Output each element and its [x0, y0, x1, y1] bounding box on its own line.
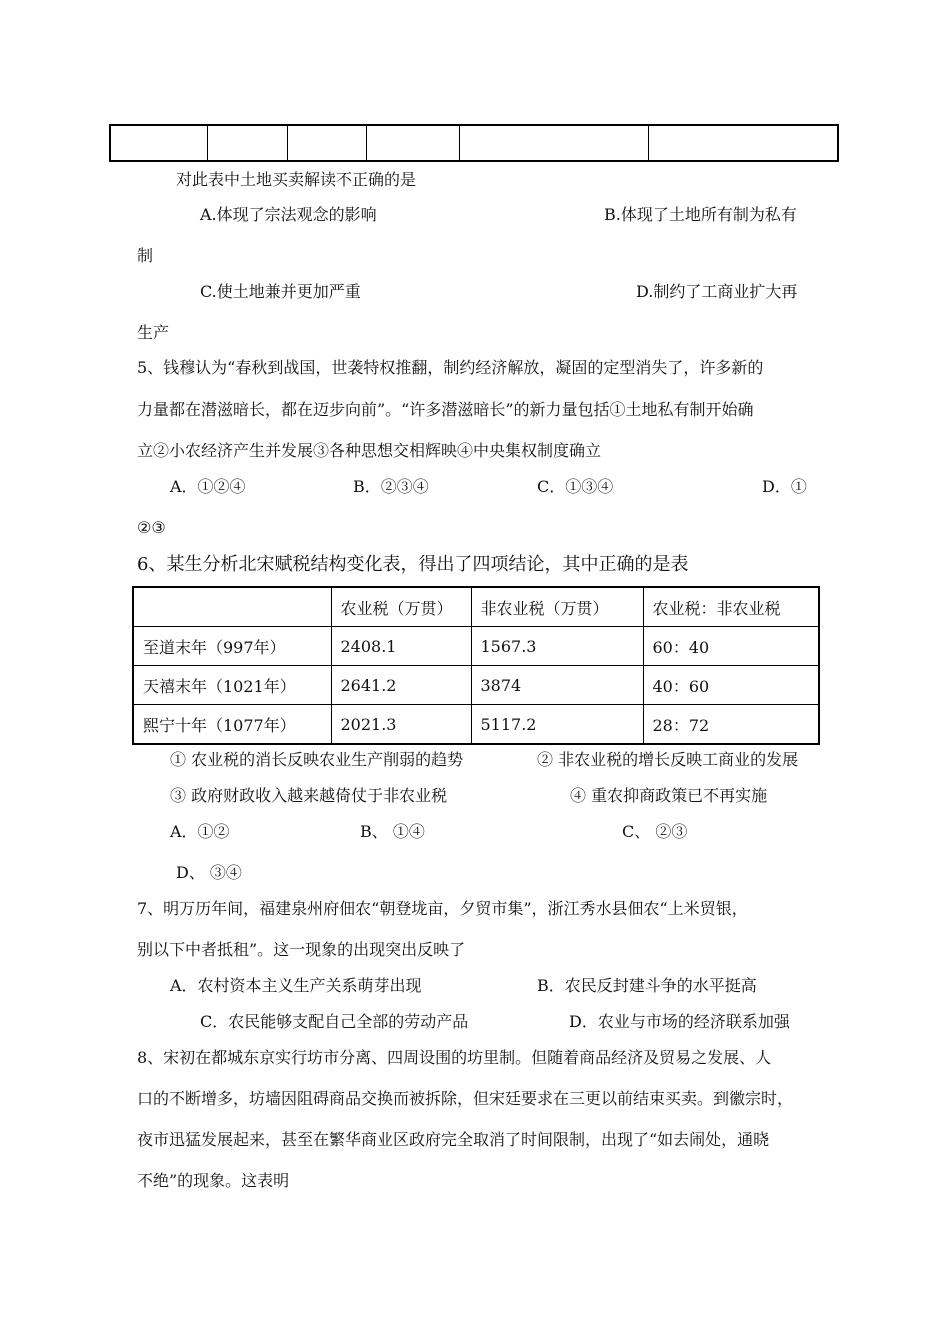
q4-option-d-cont: 生产 [137, 323, 170, 342]
table-cell: 2408.1 [331, 627, 471, 666]
q5-option-c: C．①③④ [537, 477, 614, 496]
table-cell: 天禧末年（1021年） [133, 666, 331, 705]
table-cell: 熙宁十年（1077年） [133, 705, 331, 745]
q6-conclusion-2: ② 非农业税的增长反映工商业的发展 [537, 750, 799, 769]
q7-option-b: B．农民反封建斗争的水平挺高 [537, 976, 757, 995]
q6-conclusion-4: ④ 重农抑商政策已不再实施 [570, 786, 768, 805]
q5-option-b: B．②③④ [353, 477, 429, 496]
q7-stem-line2: 别以下中者抵租”。这一现象的出现突出反映了 [137, 940, 466, 959]
table-divider [459, 126, 460, 160]
q7-option-d: D．农业与市场的经济联系加强 [569, 1012, 790, 1031]
q7-option-c: C．农民能够支配自己全部的劳动产品 [200, 1012, 469, 1031]
q4-option-d: D.制约了工商业扩大再 [636, 282, 798, 301]
q6-option-d: D、 ③④ [176, 863, 242, 882]
q8-stem-line1: 8、宋初在都城东京实行坊市分离、四周设围的坊里制。但随着商品经济及贸易之发展、人 [137, 1048, 772, 1067]
q6-option-a: A．①② [170, 822, 230, 841]
q8-stem-line3: 夜市迅猛发展起来，甚至在繁华商业区政府完全取消了时间限制，出现了“如去闹处，通晓 [137, 1130, 770, 1149]
q5-option-d: D．① [762, 477, 807, 496]
q5-stem-line3: 立②小农经济产生并发展③各种思想交相辉映④中央集权制度确立 [137, 441, 602, 460]
header-cell: 农业税：非农业税 [643, 587, 819, 627]
q6-conclusion-1: ① 农业税的消长反映农业生产削弱的趋势 [170, 750, 464, 769]
q8-stem-line4: 不绝”的现象。这表明 [137, 1171, 290, 1190]
table-cell: 28：72 [643, 705, 819, 745]
table-cell: 至道末年（997年） [133, 627, 331, 666]
table-cell: 40：60 [643, 666, 819, 705]
header-cell: 非农业税（万贯） [471, 587, 643, 627]
tax-structure-table [132, 586, 820, 745]
q4-option-a: A.体现了宗法观念的影响 [200, 205, 377, 224]
table-divider [648, 126, 649, 160]
q8-stem-line2: 口的不断增多，坊墙因阻碍商品交换而被拆除，但宋廷要求在三更以前结束买卖。到徽宗时， [137, 1089, 794, 1108]
q6-stem: 6、某生分析北宋赋税结构变化表，得出了四项结论，其中正确的是表 [137, 554, 689, 575]
table-divider [287, 126, 288, 160]
q7-option-a: A．农村资本主义生产关系萌芽出现 [170, 976, 422, 995]
q6-conclusion-3: ③ 政府财政收入越来越倚仗于非农业税 [170, 786, 448, 805]
table-cell: 1567.3 [471, 627, 643, 666]
table-row [133, 627, 819, 666]
table-cell: 2641.2 [331, 666, 471, 705]
q5-stem-line2: 力量都在潜滋暗长，都在迈步向前”。“许多潜滋暗长”的新力量包括①土地私有制开始确 [137, 400, 754, 419]
land-sale-table-fragment [109, 124, 839, 162]
table-row [133, 705, 819, 745]
table-divider [366, 126, 367, 160]
q4-option-b-cont: 制 [137, 246, 154, 265]
q4-option-b: B.体现了土地所有制为私有 [604, 205, 797, 224]
q4-stem: 对此表中土地买卖解读不正确的是 [176, 170, 417, 189]
table-row [133, 666, 819, 705]
header-cell: 农业税（万贯） [331, 587, 471, 627]
q7-stem-line1: 7、明万历年间，福建泉州府佃农“朝登垅亩，夕贸市集”，浙江秀水县佃农“上米贸银， [137, 899, 748, 918]
q5-option-a: A．①②④ [170, 477, 246, 496]
q6-option-b: B、 ①④ [360, 822, 425, 841]
q5-option-d-cont: ②③ [137, 518, 166, 537]
table-cell: 60：40 [643, 627, 819, 666]
q5-stem-line1: 5、钱穆认为“春秋到战国，世袭特权推翻，制约经济解放，凝固的定型消失了，许多新的 [137, 358, 764, 377]
table-cell: 2021.3 [331, 705, 471, 745]
table-divider [207, 126, 208, 160]
table-cell: 5117.2 [471, 705, 643, 745]
q6-option-c: C、 ②③ [622, 822, 688, 841]
table-cell: 3874 [471, 666, 643, 705]
q4-option-c: C.使土地兼并更加严重 [200, 282, 361, 301]
header-cell [133, 587, 331, 627]
table-header-row [133, 587, 819, 627]
